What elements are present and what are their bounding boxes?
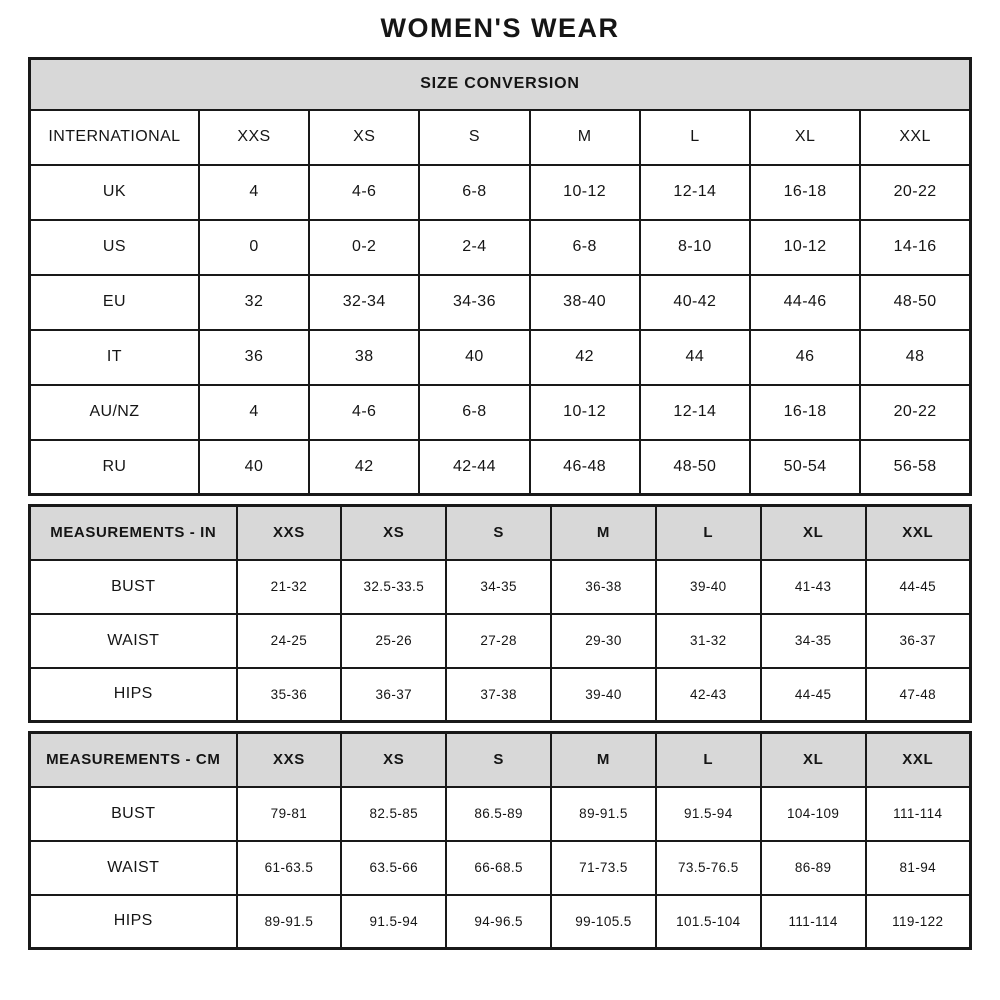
column-header-xxl: XXL xyxy=(866,733,971,787)
measurement-cell: 61-63.5 xyxy=(237,841,342,895)
measurement-cell: 104-109 xyxy=(761,787,866,841)
measurement-cell: 39-40 xyxy=(656,560,761,614)
row-label: UK xyxy=(30,165,199,220)
table-row-eu xyxy=(30,275,971,330)
measurement-cell: 42-43 xyxy=(656,668,761,722)
column-header-xs: XS xyxy=(341,506,446,560)
row-label: WAIST xyxy=(30,841,237,895)
size-cell: 16-18 xyxy=(750,385,860,440)
measurement-cell: 25-26 xyxy=(341,614,446,668)
size-cell: 4 xyxy=(199,165,309,220)
measurement-cell: 32.5-33.5 xyxy=(341,560,446,614)
measurement-cell: 44-45 xyxy=(866,560,971,614)
measurement-cell: 35-36 xyxy=(237,668,342,722)
size-cell: 48-50 xyxy=(860,275,970,330)
size-cell: 4-6 xyxy=(309,165,419,220)
column-header-xl: XL xyxy=(761,506,866,560)
column-header-row xyxy=(30,506,971,560)
size-cell: 40 xyxy=(419,330,529,385)
row-label: WAIST xyxy=(30,614,237,668)
measurement-cell: 27-28 xyxy=(446,614,551,668)
size-cell: 34-36 xyxy=(419,275,529,330)
size-cell: 42 xyxy=(309,440,419,495)
size-cell: 10-12 xyxy=(530,385,640,440)
measurement-cell: 91.5-94 xyxy=(341,895,446,949)
measurement-cell: 82.5-85 xyxy=(341,787,446,841)
measurement-cell: 44-45 xyxy=(761,668,866,722)
measurement-cell: 41-43 xyxy=(761,560,866,614)
size-cell: 38-40 xyxy=(530,275,640,330)
size-cell: 56-58 xyxy=(860,440,970,495)
measurement-cell: 47-48 xyxy=(866,668,971,722)
table-row-hips-in xyxy=(30,668,971,722)
column-header-l: L xyxy=(656,506,761,560)
size-cell: 10-12 xyxy=(530,165,640,220)
page-title: WOMEN'S WEAR xyxy=(380,13,620,43)
size-cell: 10-12 xyxy=(750,220,860,275)
row-label: EU xyxy=(30,275,199,330)
size-cell: 4-6 xyxy=(309,385,419,440)
measurement-cell: 36-38 xyxy=(551,560,656,614)
table-row-hips-cm xyxy=(30,895,971,949)
measurement-cell: 29-30 xyxy=(551,614,656,668)
measurement-cell: 89-91.5 xyxy=(237,895,342,949)
size-cell: 38 xyxy=(309,330,419,385)
size-cell: 8-10 xyxy=(640,220,750,275)
measurement-cell: 73.5-76.5 xyxy=(656,841,761,895)
column-header-xxs: XXS xyxy=(237,733,342,787)
column-header-row xyxy=(30,733,971,787)
measurement-cell: 71-73.5 xyxy=(551,841,656,895)
measurement-cell: 91.5-94 xyxy=(656,787,761,841)
size-cell: 6-8 xyxy=(419,385,529,440)
measurement-cell: 99-105.5 xyxy=(551,895,656,949)
column-header-xxl: XXL xyxy=(860,110,970,165)
column-header-xxl: XXL xyxy=(866,506,971,560)
row-label: BUST xyxy=(30,787,237,841)
column-header-s: S xyxy=(446,733,551,787)
column-header-xxs: XXS xyxy=(199,110,309,165)
size-cell: 4 xyxy=(199,385,309,440)
measurement-cell: 21-32 xyxy=(237,560,342,614)
size-cell: 20-22 xyxy=(860,385,970,440)
size-cell: 48 xyxy=(860,330,970,385)
column-header-xl: XL xyxy=(750,110,860,165)
measurement-cell: 94-96.5 xyxy=(446,895,551,949)
size-cell: 12-14 xyxy=(640,165,750,220)
size-cell: 46-48 xyxy=(530,440,640,495)
size-cell: 44-46 xyxy=(750,275,860,330)
size-cell: 0 xyxy=(199,220,309,275)
row-label: IT xyxy=(30,330,199,385)
column-header-xxs: XXS xyxy=(237,506,342,560)
column-header-s: S xyxy=(446,506,551,560)
measurement-cell: 63.5-66 xyxy=(341,841,446,895)
size-cell: 12-14 xyxy=(640,385,750,440)
measurement-cell: 36-37 xyxy=(866,614,971,668)
size-cell: 32 xyxy=(199,275,309,330)
measurements-in-table xyxy=(28,504,972,723)
row-label: BUST xyxy=(30,560,237,614)
size-cell: 42-44 xyxy=(419,440,529,495)
column-header-international: INTERNATIONAL xyxy=(30,110,199,165)
column-header-s: S xyxy=(419,110,529,165)
measurement-cell: 34-35 xyxy=(761,614,866,668)
measurements-cm-table xyxy=(28,731,972,950)
size-conversion-table xyxy=(28,57,972,496)
row-label: US xyxy=(30,220,199,275)
measurement-cell: 86-89 xyxy=(761,841,866,895)
size-cell: 6-8 xyxy=(530,220,640,275)
column-header-m: M xyxy=(530,110,640,165)
size-cell: 40-42 xyxy=(640,275,750,330)
column-header-xl: XL xyxy=(761,733,866,787)
column-header-xs: XS xyxy=(341,733,446,787)
table-row-waist-in xyxy=(30,614,971,668)
measurement-cell: 86.5-89 xyxy=(446,787,551,841)
measurement-cell: 79-81 xyxy=(237,787,342,841)
column-header-xs: XS xyxy=(309,110,419,165)
size-cell: 36 xyxy=(199,330,309,385)
table-row-aunz xyxy=(30,385,971,440)
size-cell: 40 xyxy=(199,440,309,495)
measurement-cell: 37-38 xyxy=(446,668,551,722)
measurement-cell: 39-40 xyxy=(551,668,656,722)
table-row-bust-cm xyxy=(30,787,971,841)
row-label: HIPS xyxy=(30,668,237,722)
measurement-cell: 111-114 xyxy=(866,787,971,841)
table-title-measurements-in: MEASUREMENTS - IN xyxy=(30,506,237,560)
size-cell: 6-8 xyxy=(419,165,529,220)
measurement-cell: 81-94 xyxy=(866,841,971,895)
size-cell: 44 xyxy=(640,330,750,385)
column-header-m: M xyxy=(551,733,656,787)
size-cell: 20-22 xyxy=(860,165,970,220)
measurement-cell: 34-35 xyxy=(446,560,551,614)
row-label: RU xyxy=(30,440,199,495)
table-title: SIZE CONVERSION xyxy=(30,59,971,110)
measurement-cell: 101.5-104 xyxy=(656,895,761,949)
column-header-row xyxy=(30,110,971,165)
size-cell: 14-16 xyxy=(860,220,970,275)
column-header-l: L xyxy=(656,733,761,787)
size-cell: 48-50 xyxy=(640,440,750,495)
table-row-waist-cm xyxy=(30,841,971,895)
size-cell: 50-54 xyxy=(750,440,860,495)
measurement-cell: 36-37 xyxy=(341,668,446,722)
measurement-cell: 66-68.5 xyxy=(446,841,551,895)
size-cell: 46 xyxy=(750,330,860,385)
measurement-cell: 119-122 xyxy=(866,895,971,949)
row-label: AU/NZ xyxy=(30,385,199,440)
measurement-cell: 111-114 xyxy=(761,895,866,949)
size-cell: 42 xyxy=(530,330,640,385)
size-cell: 0-2 xyxy=(309,220,419,275)
measurement-cell: 31-32 xyxy=(656,614,761,668)
measurement-cell: 24-25 xyxy=(237,614,342,668)
measurement-cell: 89-91.5 xyxy=(551,787,656,841)
column-header-l: L xyxy=(640,110,750,165)
table-row-it xyxy=(30,330,971,385)
table-row-bust-in xyxy=(30,560,971,614)
size-cell: 16-18 xyxy=(750,165,860,220)
table-row-ru xyxy=(30,440,971,495)
table-title-measurements-cm: MEASUREMENTS - CM xyxy=(30,733,237,787)
row-label: HIPS xyxy=(30,895,237,949)
size-cell: 2-4 xyxy=(419,220,529,275)
size-cell: 32-34 xyxy=(309,275,419,330)
table-row-uk xyxy=(30,165,971,220)
column-header-m: M xyxy=(551,506,656,560)
table-title-band xyxy=(30,59,971,110)
table-row-us xyxy=(30,220,971,275)
